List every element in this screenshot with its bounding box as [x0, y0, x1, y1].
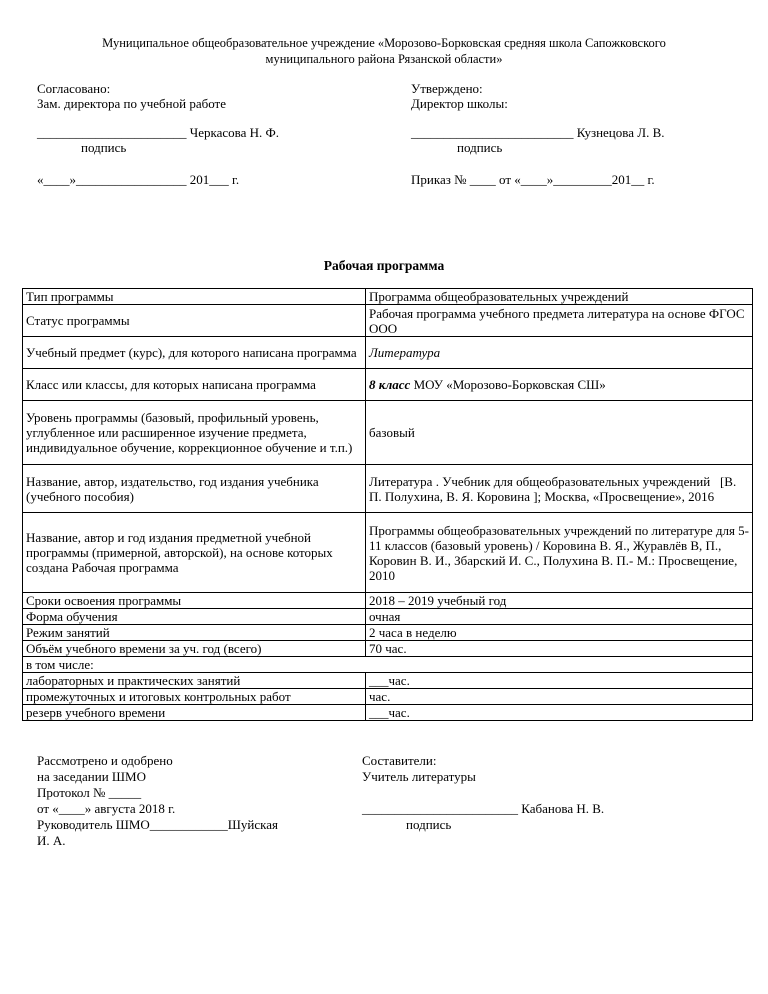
row-label: Сроки освоения программы	[23, 593, 366, 609]
right-order-line: Приказ № ____ от «____»_________201__ г.	[411, 172, 655, 187]
row-label: Режим занятий	[23, 625, 366, 641]
row-value: ___час.	[366, 673, 753, 689]
right-signature-caption: подпись	[457, 140, 503, 155]
row-value: ___час.	[366, 705, 753, 721]
left-date-line: «____»_________________ 201___ г.	[37, 172, 240, 187]
table-row	[23, 369, 753, 401]
row-value: 70 час.	[366, 641, 753, 657]
shmo-approval-line2: на заседании ШМО	[37, 769, 146, 784]
row-label: Статус программы	[23, 305, 366, 337]
row-label: Объём учебного времени за уч. год (всего)	[23, 641, 366, 657]
row-label: Форма обучения	[23, 609, 366, 625]
row-label: в том числе:	[23, 657, 753, 673]
left-approval-title: Согласовано:	[37, 81, 111, 96]
authors-title: Составители:	[362, 753, 437, 768]
authors-role: Учитель литературы	[362, 769, 476, 784]
shmo-protocol-line: Протокол № _____	[37, 785, 142, 800]
table-row	[23, 513, 753, 593]
row-value: Программа общеобразовательных учреждений	[366, 289, 753, 305]
document-title: Рабочая программа	[323, 258, 445, 273]
table-row	[23, 401, 753, 465]
authors-signature-caption: подпись	[406, 817, 452, 832]
row-label: Название, автор, издательство, год издания учебника (учебного пособия)	[23, 465, 366, 513]
left-signature-caption: подпись	[81, 140, 127, 155]
row-label: промежуточных и итоговых контрольных работ	[23, 689, 366, 705]
right-approval-title: Утверждено:	[411, 81, 483, 96]
class-number: 8 класс	[369, 377, 411, 392]
table-row	[23, 657, 753, 673]
row-value: 2 часа в неделю	[366, 625, 753, 641]
table-row	[23, 625, 753, 641]
row-value: час.	[366, 689, 753, 705]
row-value: базовый	[366, 401, 753, 465]
right-signature-line: _________________________ Кузнецова Л. В.	[411, 125, 665, 140]
right-approval-role: Директор школы:	[411, 96, 508, 111]
shmo-date-line: от «____» августа 2018 г.	[37, 801, 176, 816]
table-row	[23, 593, 753, 609]
table-row	[23, 689, 753, 705]
school-header	[0, 35, 768, 67]
authors-signature-line: ________________________ Кабанова Н. В.	[362, 801, 605, 816]
row-value: очная	[366, 609, 753, 625]
shmo-head-initials: И. А.	[37, 833, 66, 848]
row-label: Учебный предмет (курс), для которого написана программа	[23, 337, 366, 369]
table-row	[23, 305, 753, 337]
shmo-head-line: Руководитель ШМО____________Шуйская	[37, 817, 279, 832]
table-row	[23, 289, 753, 305]
row-label: Тип программы	[23, 289, 366, 305]
row-label: лабораторных и практических занятий	[23, 673, 366, 689]
table-row	[23, 337, 753, 369]
row-label: Название, автор и год издания предметной учебной программы (примерной, авторской), на основе которых создана Рабочая программа	[23, 513, 366, 593]
left-approval-role: Зам. директора по учебной работе	[37, 96, 226, 111]
school-name: МОУ «Морозово-Борковская СШ»	[410, 377, 606, 392]
row-value: 2018 – 2019 учебный год	[366, 593, 753, 609]
row-value: Рабочая программа учебного предмета литература на основе ФГОС ООО	[366, 305, 753, 337]
row-value: Литература	[366, 337, 753, 369]
table-row	[23, 465, 753, 513]
row-value: Литература . Учебник для общеобразовательных учреждений [В. П. Полухина, В. Я. Коровина ]; Москва, «Просвещение», 2016	[366, 465, 753, 513]
table-row	[23, 673, 753, 689]
school-header-line1: Муниципальное общеобразовательное учреждение «Морозово-Борковская средняя школа Сапожковского	[102, 36, 666, 50]
table-row	[23, 705, 753, 721]
table-row	[23, 641, 753, 657]
left-signature-line: _______________________ Черкасова Н. Ф.	[37, 125, 280, 140]
row-value	[366, 369, 753, 401]
row-label: Класс или классы, для которых написана программа	[23, 369, 366, 401]
row-label: резерв учебного времени	[23, 705, 366, 721]
row-value: Программы общеобразовательных учреждений по литературе для 5-11 классов (базовый уровень) / Коровина В. Я., Журавлёв В, П., Коровин В. И., Збарский И. С., Полухина В. П.- М.: Просвещение, 2010	[366, 513, 753, 593]
shmo-approval-line1: Рассмотрено и одобрено	[37, 753, 173, 768]
row-label: Уровень программы (базовый, профильный уровень, углубленное или расширенное изучение предмета, индивидуальное обучение, коррекционное обучение и т.п.)	[23, 401, 366, 465]
school-header-line2: муниципального района Рязанской области»	[265, 52, 503, 66]
program-table	[22, 288, 753, 721]
table-row	[23, 609, 753, 625]
